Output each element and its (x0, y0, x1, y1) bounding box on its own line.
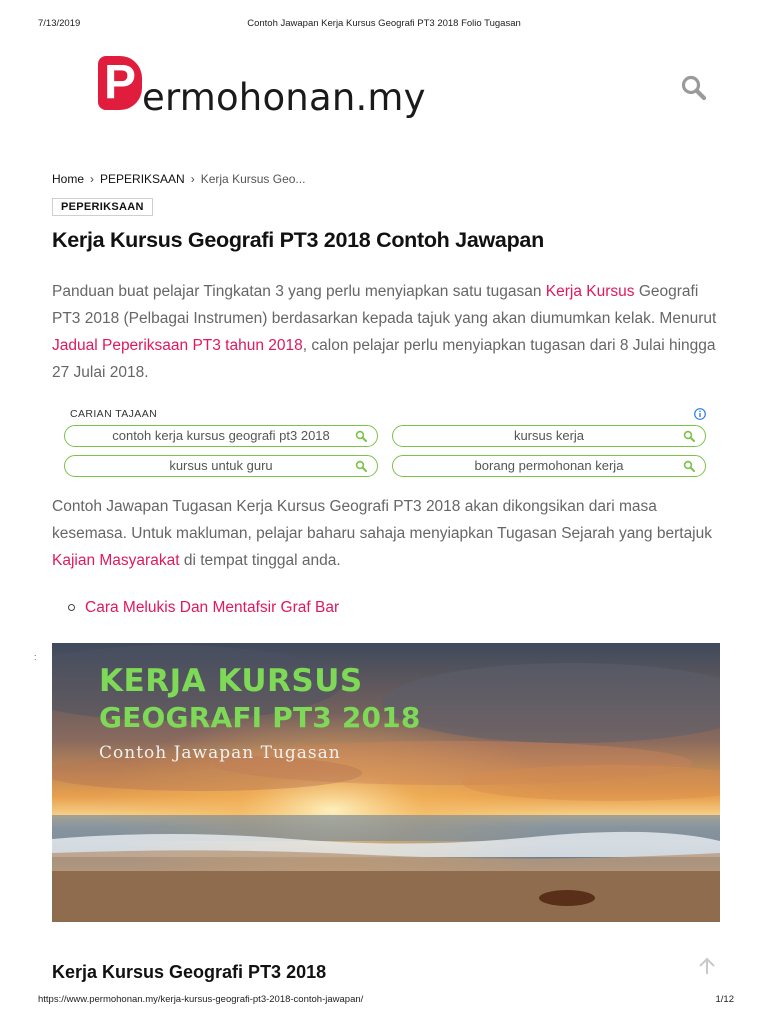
logo-text: ermohonan.my (142, 76, 426, 119)
site-logo[interactable] (98, 54, 458, 120)
breadcrumb-separator: › (190, 172, 195, 186)
featured-image (52, 643, 720, 922)
ad-pill[interactable] (392, 455, 706, 477)
section-heading: Kerja Kursus Geografi PT3 2018 (52, 962, 327, 982)
category-tag[interactable]: PEPERIKSAAN (52, 198, 153, 216)
link-jadual-peperiksaan[interactable]: Jadual Peperiksaan PT3 tahun 2018 (52, 337, 303, 354)
sponsored-search (64, 406, 708, 482)
margin-mark: : (34, 652, 37, 662)
search-button[interactable] (680, 74, 708, 102)
breadcrumb-separator: › (90, 172, 95, 186)
bullet-circle (68, 604, 75, 611)
breadcrumb-home[interactable]: Home (52, 172, 85, 186)
ad-pill-label: kursus kerja (513, 428, 585, 443)
breadcrumb-current: Kerja Kursus Geo... (200, 172, 306, 186)
ad-pill-label: borang permohonan kerja (474, 458, 624, 473)
ad-pill-label: kursus untuk guru (169, 458, 273, 473)
post-title: Kerja Kursus Geografi PT3 2018 Contoh Jawapan (52, 228, 544, 252)
search-icon (355, 460, 367, 472)
ad-pill[interactable] (64, 455, 378, 477)
intro-text-2: Geografi PT3 2018 (Pelbagai Instrumen) berdasarkan kepada tajuk yang akan diumumkan kelak. Menurut (52, 283, 717, 327)
body-text-2: di tempat tinggal anda. (179, 552, 341, 569)
body-paragraph (52, 493, 722, 574)
print-url: https://www.permohonan.my/kerja-kursus-geografi-pt3-2018-contoh-jawapan/ (38, 994, 364, 1005)
search-icon (683, 430, 695, 442)
search-icon (355, 430, 367, 442)
related-list-item (68, 599, 339, 617)
print-header (0, 14, 768, 28)
print-date: 7/13/2019 (38, 18, 81, 29)
ads-label: CARIAN TAJAAN (70, 408, 158, 420)
hero-title-line-2: GEOGRAFI PT3 2018 (99, 701, 421, 734)
logo-badge-letter: P (104, 56, 137, 109)
intro-paragraph (52, 278, 722, 386)
ad-pill-label: contoh kerja kursus geografi pt3 2018 (112, 428, 330, 443)
intro-text-3: , calon pelajar perlu menyiapkan tugasan dari 8 Julai hingga 27 Julai 2018. (52, 337, 716, 381)
body-text-1: Contoh Jawapan Tugasan Kerja Kursus Geografi PT3 2018 akan dikongsikan dari masa kesemasa. Untuk makluman, pelajar baharu sahaja menyiapkan Tugasan Sejarah yang bertajuk (52, 498, 712, 542)
intro-text-1: Panduan buat pelajar Tingkatan 3 yang perlu menyiapkan satu tugasan (52, 283, 546, 300)
search-icon (683, 460, 695, 472)
related-link[interactable]: Cara Melukis Dan Mentafsir Graf Bar (85, 599, 340, 616)
print-title: Contoh Jawapan Kerja Kursus Geografi PT3 2018 Folio Tugasan (247, 18, 521, 29)
ad-pill[interactable] (392, 425, 706, 447)
link-kajian-masyarakat[interactable]: Kajian Masyarakat (52, 552, 180, 569)
logo-badge (98, 56, 142, 110)
search-icon (680, 74, 708, 102)
breadcrumb-category[interactable]: PEPERIKSAAN (100, 172, 185, 186)
scroll-to-top-button[interactable] (696, 956, 718, 976)
arrow-up-icon (696, 956, 718, 976)
breadcrumb (52, 172, 305, 186)
hero-subtitle: Contoh Jawapan Tugasan (99, 743, 341, 763)
info-icon[interactable] (694, 408, 706, 420)
print-page-number: 1/12 (715, 994, 734, 1005)
ad-pill[interactable] (64, 425, 378, 447)
link-kerja-kursus[interactable]: Kerja Kursus (545, 283, 635, 300)
hero-title-line-1: KERJA KURSUS (99, 663, 363, 699)
